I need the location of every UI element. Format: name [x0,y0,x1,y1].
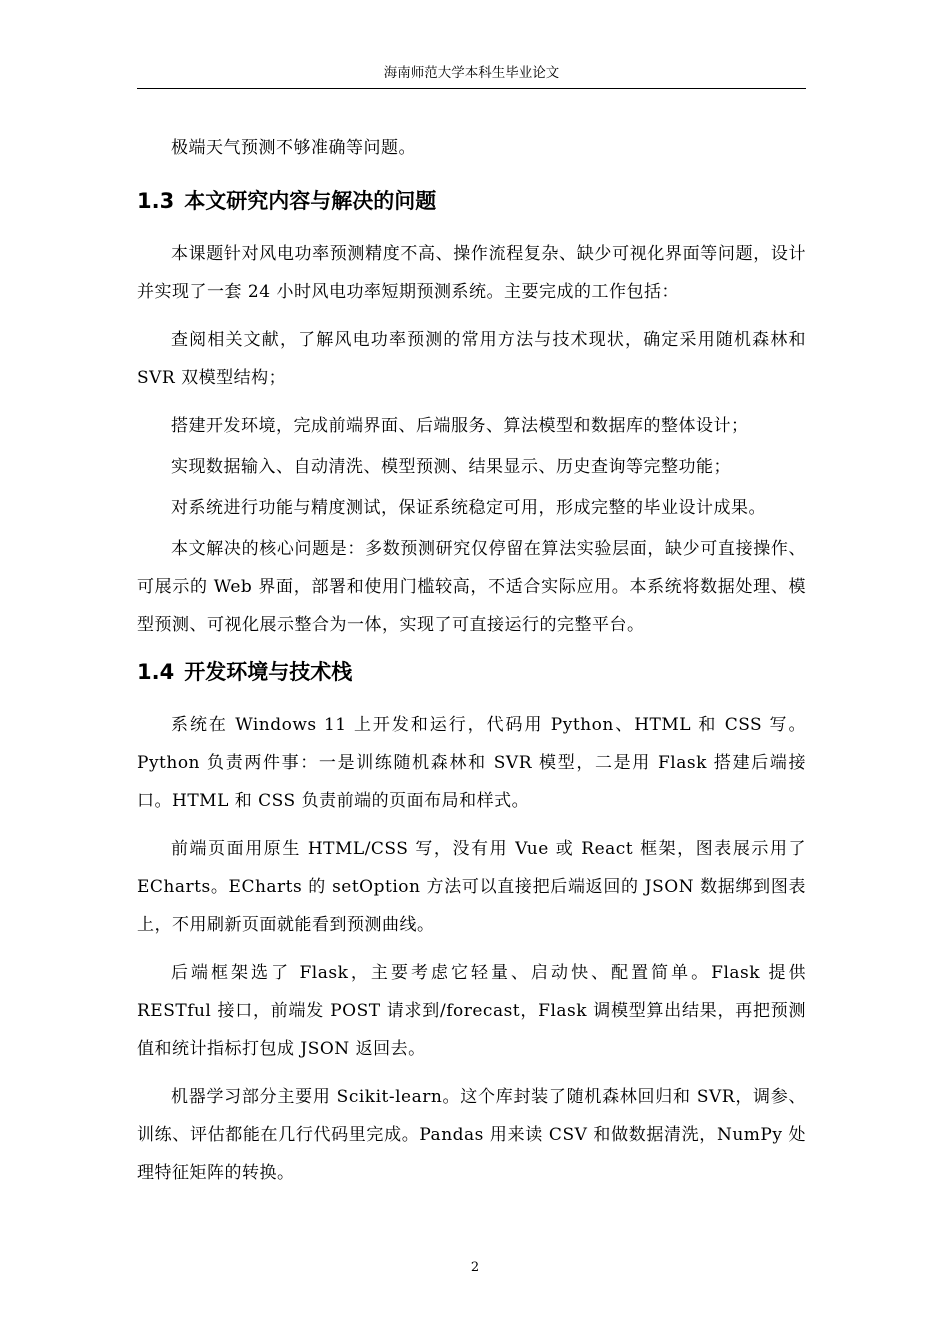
paragraph: 实现数据输入、自动清洗、模型预测、结果显示、历史查询等完整功能； [171,457,731,477]
page-number: 2 [470,1260,480,1275]
paragraph: 机器学习部分主要用 Scikit-learn。这个库封装了随机森林回归和 SVR，调参、训练、评估都能在几行代码里完成。Pandas 用来读 CSV 和做数据清洗，NumPy 处理特征矩阵的转换。 [137,1087,806,1183]
section-heading-1-3 [137,187,806,215]
section-number: 1.3 [137,189,175,213]
paragraph: 查阅相关文献，了解风电功率预测的常用方法与技术现状，确定采用随机森林和 SVR 双模型结构； [137,330,806,388]
paragraph-continuation: 极端天气预测不够准确等问题。 [171,138,416,158]
header-title: 海南师范大学本科生毕业论文 [383,65,560,81]
paragraph: 后端框架选了 Flask，主要考虑它轻量、启动快、配置简单。Flask 提供 RESTful 接口，前端发 POST 请求到/forecast，Flask 调模型算出结果，再把预测值和统计指标打包成 JSON 返回去。 [137,963,806,1059]
paragraph: 对系统进行功能与精度测试，保证系统稳定可用，形成完整的毕业设计成果。 [171,498,766,518]
section-title: 开发环境与技术栈 [184,660,353,684]
page-body [137,129,806,1192]
running-header [137,64,806,89]
page-footer [0,1260,950,1275]
paragraph: 本课题针对风电功率预测精度不高、操作流程复杂、缺少可视化界面等问题，设计并实现了一套 24 小时风电功率短期预测系统。主要完成的工作包括： [137,244,806,302]
section-heading-1-4 [137,658,806,686]
section-number: 1.4 [137,660,175,684]
paragraph: 搭建开发环境，完成前端界面、后端服务、算法模型和数据库的整体设计； [171,416,749,436]
paragraph: 前端页面用原生 HTML/CSS 写，没有用 Vue 或 React 框架，图表展示用了 ECharts。ECharts 的 setOption 方法可以直接把后端返回的 JSON 数据绑到图表上，不用刷新页面就能看到预测曲线。 [137,839,806,935]
paragraph: 本文解决的核心问题是：多数预测研究仅停留在算法实验层面，缺少可直接操作、可展示的 Web 界面，部署和使用门槛较高，不适合实际应用。本系统将数据处理、模型预测、可视化展示整合为一体，实现了可直接运行的完整平台。 [137,539,806,635]
paragraph: 系统在 Windows 11 上开发和运行，代码用 Python、HTML 和 CSS 写。Python 负责两件事：一是训练随机森林和 SVR 模型，二是用 Flask 搭建后端接口。HTML 和 CSS 负责前端的页面布局和样式。 [137,715,806,811]
section-title: 本文研究内容与解决的问题 [184,189,437,213]
